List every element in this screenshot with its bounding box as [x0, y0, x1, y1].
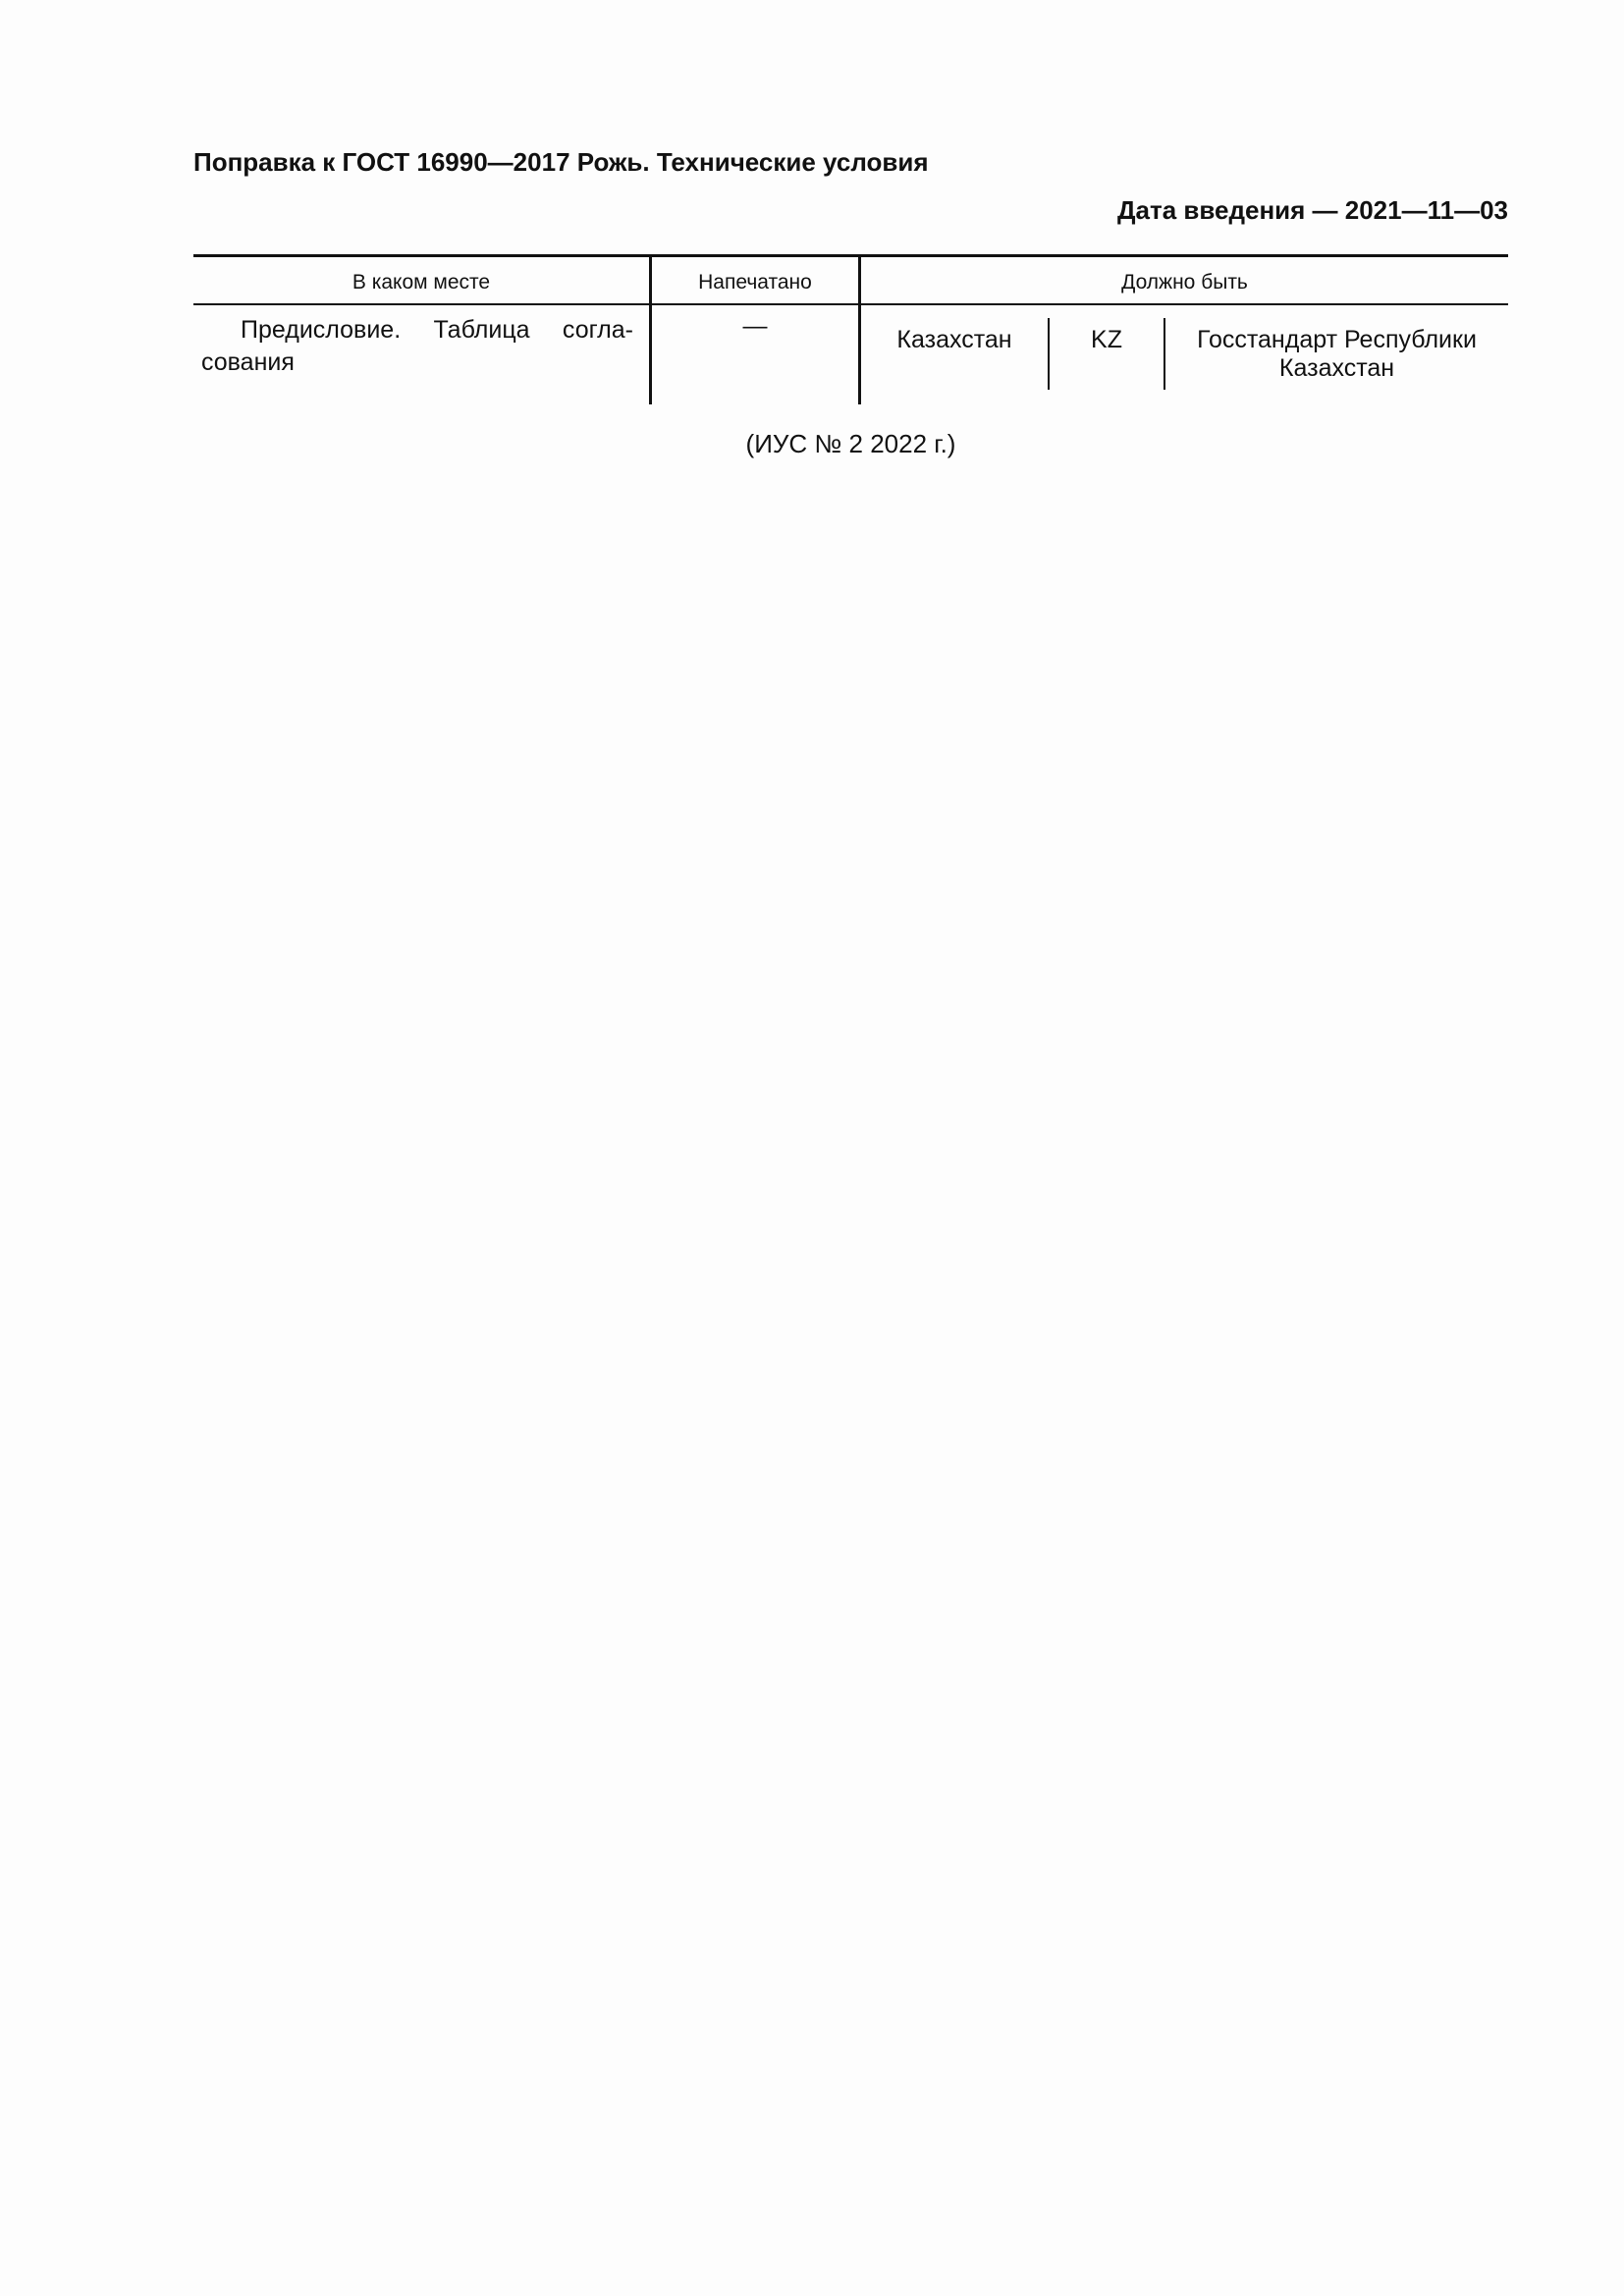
header-should-be: Должно быть	[1121, 271, 1248, 294]
header-divider	[193, 303, 1508, 305]
cell-place: Предисловие. Таблица согла-сования	[201, 316, 633, 376]
header-place: В каком месте	[352, 271, 491, 294]
source-reference: (ИУС № 2 2022 г.)	[745, 429, 956, 458]
header-printed: Напечатано	[698, 271, 812, 294]
cell-printed: —	[742, 312, 768, 340]
cell-country-code: KZ	[1091, 326, 1122, 353]
effective-date: Дата введения — 2021—11—03	[1117, 195, 1508, 225]
amendment-table	[193, 254, 1508, 404]
cell-organization: Госстандарт Республики Казахстан	[1197, 326, 1477, 382]
cell-country: Казахстан	[896, 326, 1012, 353]
document-title: Поправка к ГОСТ 16990—2017 Рожь. Технические условия	[193, 147, 929, 177]
